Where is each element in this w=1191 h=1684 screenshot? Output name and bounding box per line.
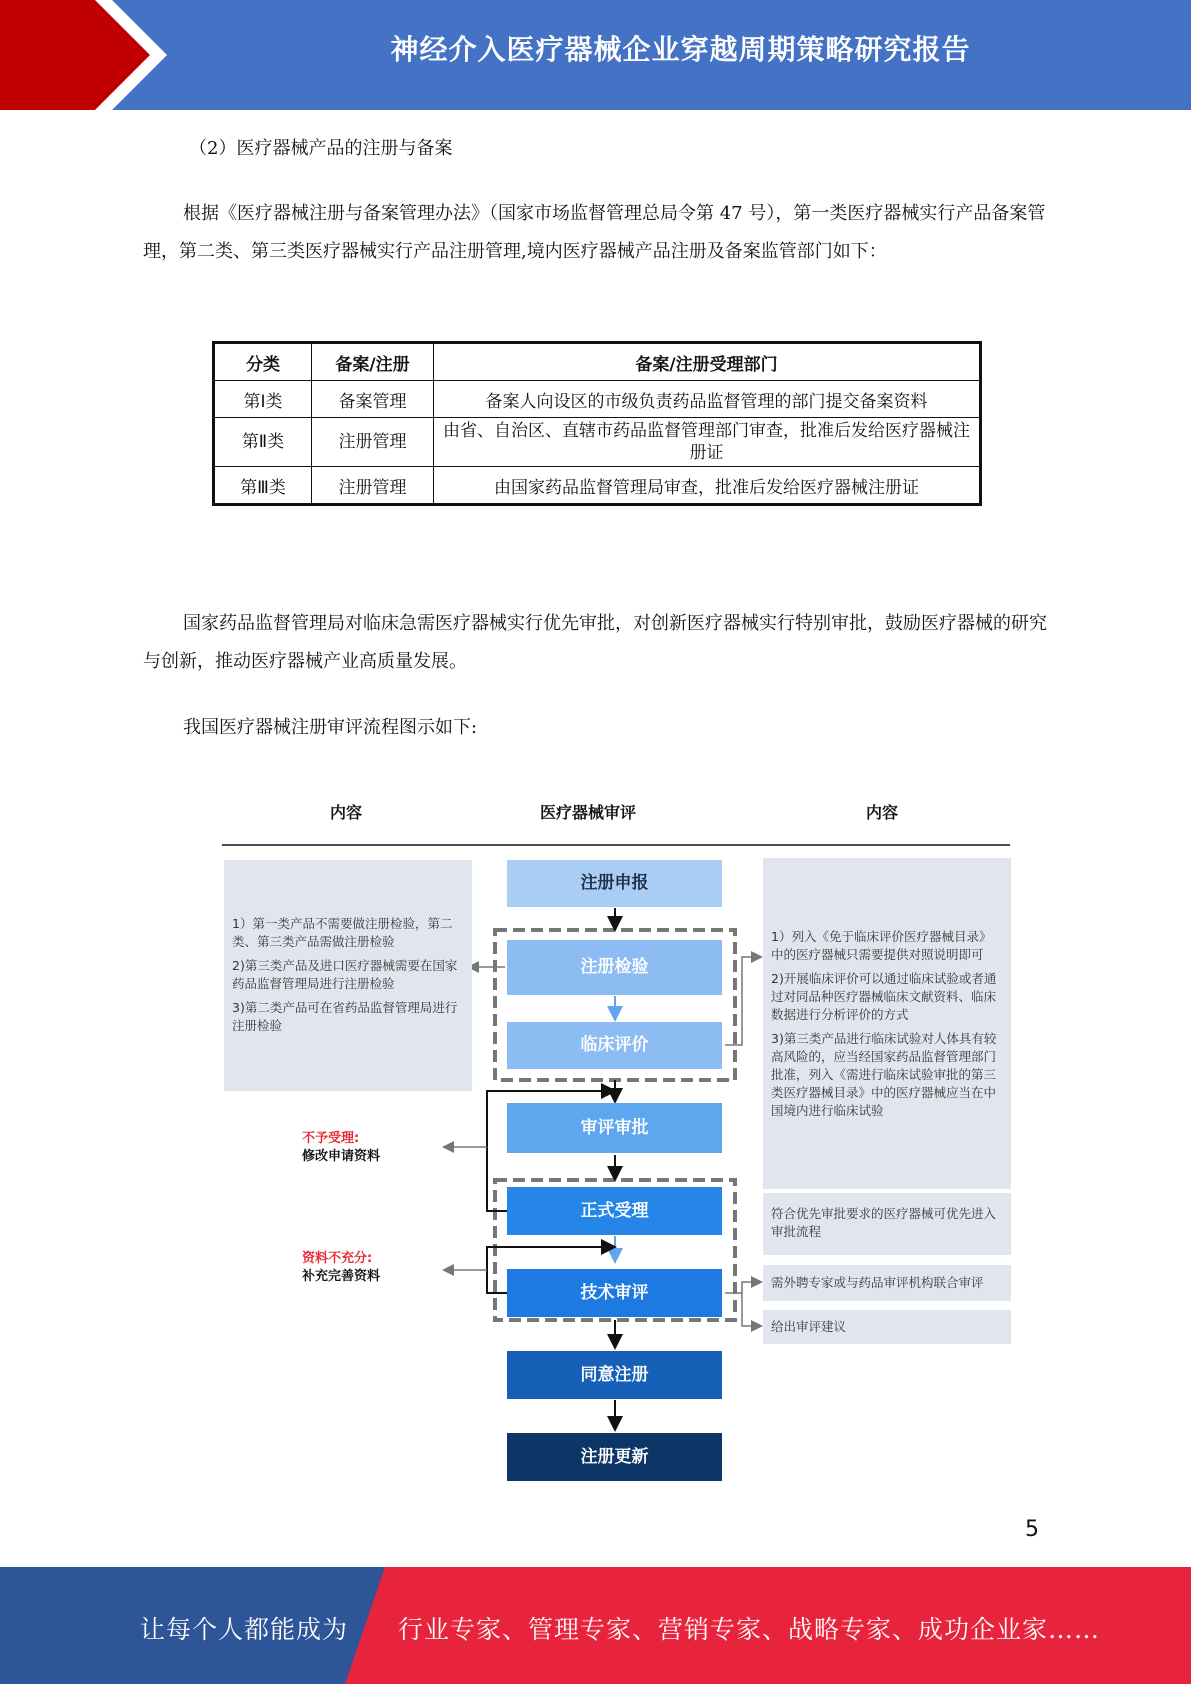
footer-slogan-right: 行业专家、管理专家、营销专家、战略专家、成功企业家……: [398, 1615, 1101, 1644]
paragraph-text: 我国医疗器械注册审评流程图示如下:: [183, 717, 478, 738]
reject-note: [302, 1130, 380, 1166]
arrow: [725, 1282, 760, 1293]
table-header-cell: 备案/注册受理部门: [434, 343, 981, 381]
table-cell: 由国家药品监督管理局审查，批准后发给医疗器械注册证: [434, 467, 981, 505]
review-advice-note: [763, 1310, 1011, 1344]
paragraph-text: 根据《医疗器械注册与备案管理办法》（国家市场监督管理总局令第 47 号），第一类医疗器械实行产品备案管理，第二类、第三类医疗器械实行产品注册管理,境内医疗器械产品注册及备案监管部门如下：: [143, 203, 1046, 262]
flow-col-left-header: 内容: [330, 803, 363, 822]
insufficient-note-title: 资料不充分:: [302, 1251, 373, 1266]
arrow: [725, 957, 760, 1045]
step-review-approval: 审评审批: [507, 1103, 722, 1153]
step-technical-review: 技术审评: [507, 1269, 722, 1317]
table-cell: 备案人向设区的市级负责药品监督管理的部门提交备案资料: [434, 381, 981, 418]
step-approve-registration: 同意注册: [507, 1351, 722, 1399]
table-cell: 注册管理: [312, 418, 434, 467]
note-text: 1）第一类产品不需要做注册检验，第二类、第三类产品需做注册检验: [232, 916, 453, 949]
arrow: [742, 1293, 760, 1326]
note-text: 需外聘专家或与药品审评机构联合审评: [771, 1275, 984, 1290]
step-registration-inspection: 注册检验: [507, 940, 722, 995]
footer-slogan-left: 让每个人都能成为: [140, 1615, 349, 1644]
step-clinical-evaluation: 临床评价: [507, 1022, 722, 1069]
step-registration-renewal: 注册更新: [507, 1433, 722, 1481]
note-text: 2)开展临床评价可以通过临床试验或者通过对同品种医疗器械临床文献资料、临床数据进行分析评价的方式: [771, 971, 997, 1022]
flow-col-center-header: 医疗器械审评: [540, 803, 637, 822]
note-text: 3)第二类产品可在省药品监督管理局进行注册检验: [232, 1000, 458, 1033]
step-formal-acceptance: 正式受理: [507, 1187, 722, 1235]
expert-review-note: [763, 1265, 1011, 1301]
table-cell: 注册管理: [312, 467, 434, 505]
table-cell: 第Ⅱ类: [214, 418, 312, 467]
right-clinical-notes: [763, 858, 1011, 1189]
page-number: 5: [1025, 1517, 1039, 1542]
report-title: 神经介入医疗器械企业穿越周期策略研究报告: [390, 33, 971, 66]
note-text: 3)第三类产品进行临床试验对人体具有较高风险的，应当经国家药品监督管理部门批准，列入《需进行临床试验审批的第三类医疗器械目录》中的医疗器械应当在中国境内进行临床试验: [771, 1031, 997, 1118]
table-header-cell: 备案/注册: [312, 343, 434, 381]
note-text: 给出审评建议: [771, 1319, 847, 1334]
step-registration-application: 注册申报: [507, 860, 722, 907]
table-header-cell: 分类: [214, 343, 312, 381]
insufficient-note-action: 补充完善资料: [302, 1269, 381, 1284]
left-inspection-notes: [224, 860, 472, 1091]
section-heading: （2）医疗器械产品的注册与备案: [189, 138, 453, 159]
insufficient-note: [302, 1250, 380, 1286]
paragraph-text: 国家药品监督管理局对临床急需医疗器械实行优先审批，对创新医疗器械实行特别审批，鼓励医疗器械的研究与创新，推动医疗器械产业高质量发展。: [143, 613, 1047, 672]
flow-col-right-header: 内容: [866, 803, 899, 822]
note-text: 2)第三类产品及进口医疗器械需要在国家药品监督管理局进行注册检验: [232, 958, 458, 991]
table-cell: 第Ⅰ类: [214, 381, 312, 418]
note-text: 符合优先审批要求的医疗器械可优先进入审批流程: [771, 1206, 997, 1239]
priority-approval-note: [763, 1193, 1011, 1255]
table-cell: 备案管理: [312, 381, 434, 418]
reject-note-action: 修改申请资料: [302, 1149, 381, 1164]
table-cell: 由省、自治区、直辖市药品监督管理部门审查，批准后发给医疗器械注册证: [434, 418, 981, 467]
table-cell: 第Ⅲ类: [214, 467, 312, 505]
reject-note-title: 不予受理:: [302, 1131, 360, 1146]
note-text: 1）列入《免于临床评价医疗器械目录》中的医疗器械只需要提供对照说明即可: [771, 929, 992, 962]
